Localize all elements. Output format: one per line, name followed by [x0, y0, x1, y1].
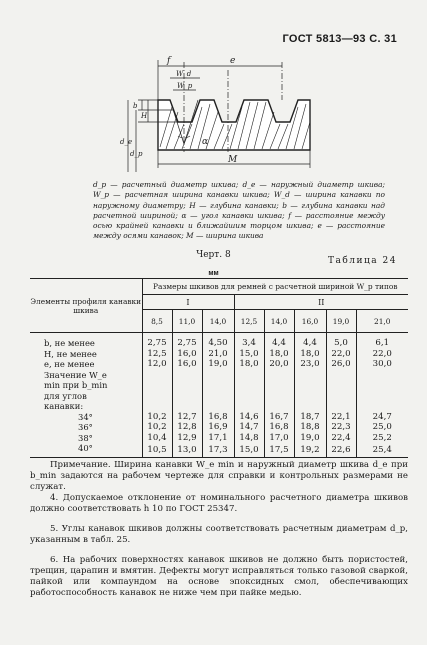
units-label: мм	[208, 270, 219, 277]
table-row	[30, 412, 408, 423]
width-header: 16,0	[294, 310, 326, 333]
cell: 16,0	[172, 359, 202, 370]
cell: 22,3	[326, 422, 356, 433]
label-f: f	[167, 56, 171, 66]
table-row	[30, 333, 408, 349]
row-label: H, не менее	[44, 348, 97, 359]
cell: 22,4	[326, 433, 356, 444]
cell: 10,2	[142, 412, 172, 423]
table-row	[30, 359, 408, 370]
table-row	[30, 433, 408, 444]
cell: 17,5	[264, 443, 294, 457]
cell: 3,4	[234, 333, 264, 349]
cell: 10,2	[142, 422, 172, 433]
cell: 15,0	[234, 349, 264, 360]
cell: 16,7	[264, 412, 294, 423]
width-header: 11,0	[172, 310, 202, 333]
row-label: 34°	[78, 411, 93, 422]
cell: 12,0	[142, 359, 172, 370]
cell: 16,9	[202, 422, 234, 433]
table-row	[30, 370, 408, 412]
cell: 22,6	[326, 443, 356, 457]
page-header: ГОСТ 5813—93 С. 31	[282, 33, 397, 45]
table-note: Примечание. Ширина канавки W_e min и наружный диаметр шкива d_e при b_min задаются на рабочем чертеже для справки и контрольных размерами не служат.	[30, 460, 408, 492]
label-b: b	[133, 102, 138, 110]
cell: 12,7	[172, 412, 202, 423]
cell: 17,1	[202, 433, 234, 444]
cell: 17,3	[202, 443, 234, 457]
row-label: b, не менее	[44, 338, 95, 348]
cell: 30,0	[356, 359, 408, 370]
cell: 18,0	[294, 349, 326, 360]
paragraph-6: 6. На рабочих поверхностях канавок шкивов не должно быть пористостей, трещин, царапин и вмятин. Дефекты могут исправляться только газовой сваркой, пайкой или компаундом на основе эпоксидных смол, обеспечивающих работоспособность канавок не ниже чем при пайке медью.	[30, 555, 408, 598]
width-header: 21,0	[356, 310, 408, 333]
width-header: 14,0	[264, 310, 294, 333]
element-header: Элементы профиля канавки шкива	[30, 279, 142, 333]
paragraph-4: 4. Допускаемое отклонение от номинального расчетного диаметра шкивов должно соответствовать h 10 по ГОСТ 25347.	[30, 493, 408, 514]
cell: 16,8	[264, 422, 294, 433]
cell: 6,1	[356, 333, 408, 349]
cell: 21,0	[202, 349, 234, 360]
width-header: 8,5	[142, 310, 172, 333]
cell: 18,7	[294, 412, 326, 423]
cell: 13,0	[172, 443, 202, 457]
cell: 22,0	[356, 349, 408, 360]
groove-dimensions-table	[30, 278, 408, 458]
cell: 22,0	[326, 349, 356, 360]
cell: 5,0	[326, 333, 356, 349]
label-wd: W_d	[176, 70, 192, 78]
cell: 16,0	[172, 349, 202, 360]
row-label: Значение W_e min при b_min для углов канавки:	[44, 369, 108, 411]
row-label: 40°	[78, 443, 93, 453]
table-row	[30, 422, 408, 433]
cell: 19,0	[294, 433, 326, 444]
cell: 14,7	[234, 422, 264, 433]
cell: 2,75	[172, 333, 202, 349]
row-label: 38°	[78, 432, 93, 443]
cell: 25,2	[356, 433, 408, 444]
cell: 2,75	[142, 333, 172, 349]
cell: 12,9	[172, 433, 202, 444]
cell: 12,8	[172, 422, 202, 433]
group-header: I	[142, 295, 234, 310]
paragraph-5: 5. Углы канавок шкивов должны соответствовать расчетным диаметрам d_p, указанным в табл. 25.	[30, 524, 408, 545]
cell: 18,0	[264, 349, 294, 360]
super-header: Размеры шкивов для ремней с расчетной шириной W_p типов	[142, 279, 408, 295]
cell: 14,8	[234, 433, 264, 444]
label-dp: d_p	[130, 150, 143, 158]
group-header: II	[234, 295, 408, 310]
table-caption: Таблица 24	[328, 256, 397, 266]
cell: 19,2	[294, 443, 326, 457]
cell: 15,0	[234, 443, 264, 457]
label-h: H	[141, 112, 148, 120]
row-label: e, не менее	[44, 359, 95, 369]
table-row	[30, 443, 408, 457]
label-e: e	[230, 56, 236, 66]
width-header: 12,5	[234, 310, 264, 333]
figure-caption: Черт. 8	[196, 250, 231, 260]
cell: 4,4	[294, 333, 326, 349]
cell: 18,0	[234, 359, 264, 370]
pulley-groove-drawing	[118, 52, 318, 177]
label-de: d_e	[120, 138, 133, 146]
cell: 4,4	[264, 333, 294, 349]
row-label: 36°	[78, 422, 93, 432]
cell: 19,0	[202, 359, 234, 370]
figure-legend: d_p — расчетный диаметр шкива; d_e — наружный диаметр шкива; W_p — расчетная ширина канавки шкива; W_d — ширина канавки по наружному диаметру; H — глубина канавки; b — глубина канавки над расчетной шириной; α — угол канавки шкива; f — расстояние между осью крайней канавки и ближайшим торцом шкива; e — расстояние между осями канавок; M — ширина шкива	[93, 180, 385, 241]
cell: 10,4	[142, 433, 172, 444]
cell: 10,5	[142, 443, 172, 457]
table-row	[30, 349, 408, 360]
cell: 18,8	[294, 422, 326, 433]
cell: 24,7	[356, 412, 408, 423]
cell: 12,5	[142, 349, 172, 360]
cell: 4,50	[202, 333, 234, 349]
cell: 14,6	[234, 412, 264, 423]
cell: 23,0	[294, 359, 326, 370]
cell: 16,8	[202, 412, 234, 423]
width-header: 14,0	[202, 310, 234, 333]
cell: 17,0	[264, 433, 294, 444]
width-header: 19,0	[326, 310, 356, 333]
cell: 26,0	[326, 359, 356, 370]
cell: 25,0	[356, 422, 408, 433]
cell: 20,0	[264, 359, 294, 370]
label-m: M	[228, 155, 238, 165]
cell: 25,4	[356, 443, 408, 457]
label-alpha: α	[202, 137, 209, 147]
label-wp: W_p	[177, 82, 193, 90]
cell: 22,1	[326, 412, 356, 423]
